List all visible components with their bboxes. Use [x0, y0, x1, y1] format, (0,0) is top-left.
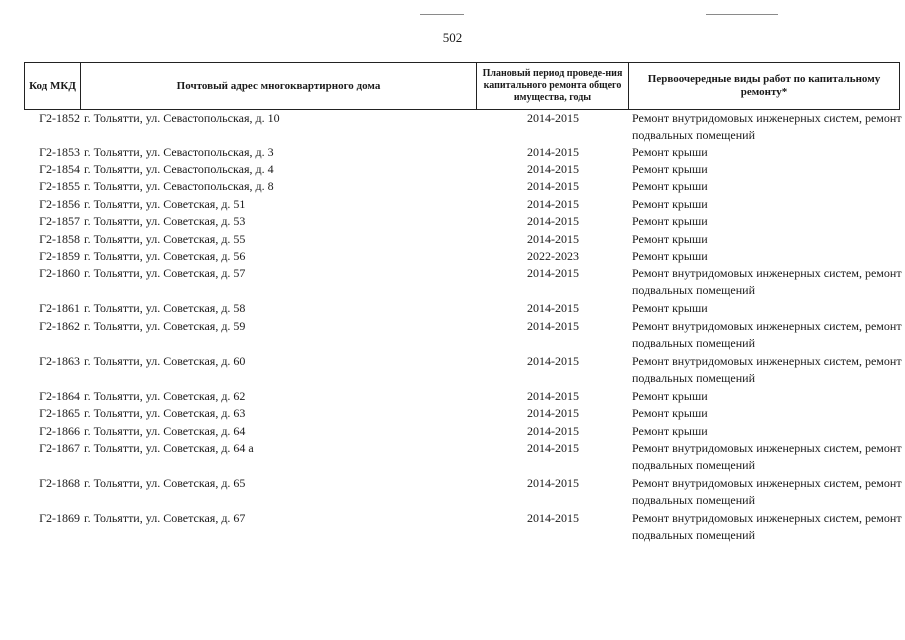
row-period: 2014-2015: [527, 354, 579, 368]
row-address: г. Тольятти, ул. Советская, д. 62: [84, 389, 246, 403]
row-works: Ремонт внутридомовых инженерных систем, ремонт подвальных помещений: [632, 476, 902, 507]
row-works: Ремонт внутридомовых инженерных систем, ремонт подвальных помещений: [632, 354, 902, 385]
row-works: Ремонт крыши: [632, 145, 708, 159]
table-row: [24, 300, 902, 317]
table-row: [24, 144, 902, 161]
row-code: Г2-1853: [39, 145, 80, 159]
row-code: Г2-1859: [39, 249, 80, 263]
row-address: г. Тольятти, ул. Советская, д. 60: [84, 354, 246, 368]
scan-mark-left: [420, 14, 464, 15]
row-address: г. Тольятти, ул. Советская, д. 56: [84, 249, 246, 263]
row-address: г. Тольятти, ул. Советская, д. 51: [84, 197, 246, 211]
row-address: г. Тольятти, ул. Советская, д. 63: [84, 406, 246, 420]
row-code: Г2-1864: [39, 389, 80, 403]
row-works: Ремонт крыши: [632, 389, 708, 403]
row-period: 2022-2023: [527, 249, 579, 263]
table-row: [24, 440, 902, 474]
row-works: Ремонт крыши: [632, 249, 708, 263]
row-period: 2014-2015: [527, 511, 579, 525]
table-row: [24, 231, 902, 248]
row-address: г. Тольятти, ул. Советская, д. 64: [84, 424, 246, 438]
table-row: [24, 405, 902, 422]
row-address: г. Тольятти, ул. Советская, д. 55: [84, 232, 246, 246]
row-address: г. Тольятти, ул. Советская, д. 67: [84, 511, 246, 525]
row-period: 2014-2015: [527, 232, 579, 246]
row-address: г. Тольятти, ул. Севастопольская, д. 10: [84, 111, 280, 125]
row-address: г. Тольятти, ул. Советская, д. 64 а: [84, 441, 254, 455]
table-row: [24, 178, 902, 195]
row-period: 2014-2015: [527, 179, 579, 193]
header-works: Первоочередные виды работ по капитальному ремонту*: [629, 63, 900, 110]
table-row: [24, 318, 902, 352]
row-address: г. Тольятти, ул. Севастопольская, д. 8: [84, 179, 274, 193]
row-period: 2014-2015: [527, 111, 579, 125]
row-address: г. Тольятти, ул. Советская, д. 57: [84, 266, 246, 280]
row-code: Г2-1857: [39, 214, 80, 228]
header-code: Код МКД: [25, 63, 81, 110]
table-header: [24, 62, 900, 110]
row-works: Ремонт крыши: [632, 179, 708, 193]
table-row: [24, 265, 902, 299]
row-address: г. Тольятти, ул. Советская, д. 58: [84, 301, 246, 315]
row-code: Г2-1861: [39, 301, 80, 315]
row-works: Ремонт крыши: [632, 424, 708, 438]
row-code: Г2-1868: [39, 476, 80, 490]
row-code: Г2-1863: [39, 354, 80, 368]
row-code: Г2-1860: [39, 266, 80, 280]
table-row: [24, 248, 902, 265]
table-row: [24, 196, 902, 213]
row-code: Г2-1858: [39, 232, 80, 246]
row-works: Ремонт крыши: [632, 406, 708, 420]
row-code: Г2-1852: [39, 111, 80, 125]
header-address: Почтовый адрес многоквартирного дома: [81, 63, 477, 110]
row-address: г. Тольятти, ул. Советская, д. 59: [84, 319, 246, 333]
row-works: Ремонт внутридомовых инженерных систем, ремонт подвальных помещений: [632, 319, 902, 350]
row-works: Ремонт крыши: [632, 301, 708, 315]
row-works: Ремонт крыши: [632, 214, 708, 228]
table-row: [24, 353, 902, 387]
table-row: [24, 388, 902, 405]
page-number: 502: [442, 30, 463, 45]
row-works: Ремонт крыши: [632, 197, 708, 211]
row-period: 2014-2015: [527, 145, 579, 159]
row-period: 2014-2015: [527, 319, 579, 333]
header-period: Плановый период проведе-ния капитального ремонта общего имущества, годы: [477, 63, 629, 110]
table-row: [24, 161, 902, 178]
row-code: Г2-1854: [39, 162, 80, 176]
row-period: 2014-2015: [527, 424, 579, 438]
row-works: Ремонт внутридомовых инженерных систем, ремонт подвальных помещений: [632, 511, 902, 542]
row-works: Ремонт крыши: [632, 232, 708, 246]
table-row: [24, 423, 902, 440]
row-period: 2014-2015: [527, 197, 579, 211]
row-code: Г2-1862: [39, 319, 80, 333]
row-period: 2014-2015: [527, 441, 579, 455]
table-row: [24, 475, 902, 509]
scan-mark-right: [706, 14, 778, 15]
row-works: Ремонт внутридомовых инженерных систем, ремонт подвальных помещений: [632, 441, 902, 472]
row-code: Г2-1867: [39, 441, 80, 455]
row-period: 2014-2015: [527, 476, 579, 490]
row-period: 2014-2015: [527, 406, 579, 420]
row-address: г. Тольятти, ул. Советская, д. 65: [84, 476, 246, 490]
row-works: Ремонт внутридомовых инженерных систем, ремонт подвальных помещений: [632, 266, 902, 297]
row-address: г. Тольятти, ул. Советская, д. 53: [84, 214, 246, 228]
row-period: 2014-2015: [527, 214, 579, 228]
row-address: г. Тольятти, ул. Севастопольская, д. 3: [84, 145, 274, 159]
table-row: [24, 110, 902, 144]
row-period: 2014-2015: [527, 301, 579, 315]
row-code: Г2-1866: [39, 424, 80, 438]
row-works: Ремонт внутридомовых инженерных систем, ремонт подвальных помещений: [632, 111, 902, 142]
row-code: Г2-1869: [39, 511, 80, 525]
table-row: [24, 510, 902, 544]
row-works: Ремонт крыши: [632, 162, 708, 176]
row-period: 2014-2015: [527, 162, 579, 176]
table-row: [24, 213, 902, 230]
row-period: 2014-2015: [527, 389, 579, 403]
row-code: Г2-1856: [39, 197, 80, 211]
row-code: Г2-1855: [39, 179, 80, 193]
row-period: 2014-2015: [527, 266, 579, 280]
row-code: Г2-1865: [39, 406, 80, 420]
row-address: г. Тольятти, ул. Севастопольская, д. 4: [84, 162, 274, 176]
